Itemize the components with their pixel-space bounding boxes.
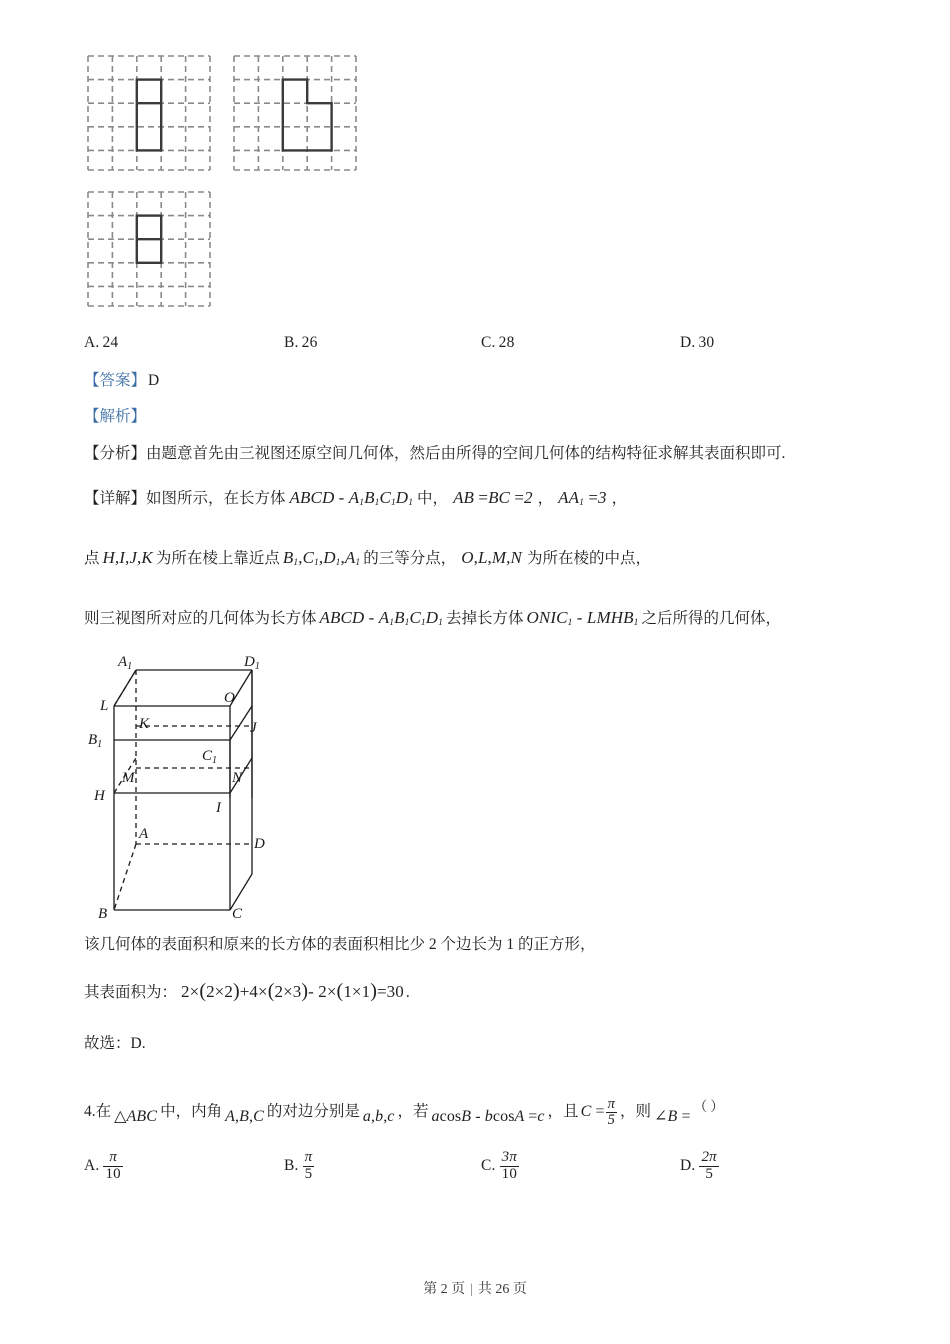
answer-tag: 【答案】: [84, 372, 147, 389]
q4-option-b-num: π: [304, 1149, 313, 1165]
detail-line5-text-b: .: [405, 984, 410, 1001]
question4-number: 4.: [84, 1103, 96, 1120]
label-B: B: [98, 906, 108, 920]
q4-option-a-num: π: [109, 1149, 118, 1165]
q4-option-d[interactable]: [680, 1150, 720, 1183]
solution-line: [84, 404, 146, 426]
solid-figure: [84, 648, 314, 920]
detail-line2-text-b: 为所在棱上靠近点: [155, 550, 280, 567]
label-B1: $B_1$: [88, 732, 103, 750]
q4-option-c-label: C.: [481, 1156, 496, 1174]
figure-top-view: [84, 188, 214, 310]
option-a[interactable]: [84, 334, 118, 352]
option-d-value: 30: [698, 334, 715, 351]
question-4: [84, 1095, 724, 1128]
label-K: K: [139, 716, 150, 732]
detail-line2-text-d: 为所在棱的中点，: [526, 550, 651, 567]
detail-line3-text-b: 去掉长方体: [446, 610, 524, 627]
answer-value: D: [148, 372, 160, 389]
question3-options: [84, 334, 874, 356]
question4-p4: ，若: [397, 1103, 429, 1120]
detail-line2-math-1: H,I,J,K: [102, 548, 153, 567]
question4-p5: ，且: [547, 1103, 579, 1120]
label-I: I: [216, 800, 221, 816]
question4-p2: 中，内角: [160, 1103, 223, 1120]
detail-line3-text-c: 之后所得的几何体，: [641, 610, 781, 627]
detail-line1-math-2: AB =BC =2: [453, 488, 533, 507]
detail-line1-text-c: ，: [537, 490, 554, 507]
detail-line5-text-a: 其表面积为：: [84, 984, 178, 1001]
q4-option-c[interactable]: [481, 1150, 520, 1183]
detail-line-3: [84, 606, 781, 628]
q4-option-a-label: A.: [84, 1156, 100, 1174]
label-L: L: [100, 698, 109, 714]
detail-line2-text-a: 点: [84, 550, 100, 567]
detail-line-2: [84, 546, 651, 568]
label-A: A: [139, 826, 149, 842]
detail-line3-math-2: $ONIC_1$ - $LMHB_1$: [526, 608, 639, 628]
question4-m3: a,b,c: [362, 1108, 395, 1125]
detail-line1-text-a: 如图所示，在长方体: [146, 490, 286, 507]
label-D: D: [254, 836, 265, 852]
detail-line2-text-c: 的三等分点，: [363, 550, 457, 567]
q4-option-d-num: 2π: [701, 1149, 717, 1165]
question4-m5: C = $\frac{\pi}{5}$: [580, 1095, 615, 1128]
label-J: J: [250, 720, 257, 736]
question4-m4: acosB - bcosA =c: [431, 1108, 545, 1125]
q4-option-b-den: 5: [303, 1166, 315, 1183]
q4-option-c-den: 10: [500, 1166, 519, 1183]
question4-m1: △ABC: [114, 1108, 158, 1125]
q4-option-b[interactable]: [284, 1150, 315, 1183]
answer-line: [84, 368, 159, 390]
detail-line2-math-3: O,L,M,N: [461, 548, 522, 567]
detail-line6-text: 故选：D.: [84, 1035, 146, 1052]
question4-m5-den: 5: [606, 1112, 617, 1128]
detail-line-6: [84, 1031, 146, 1053]
label-M: M: [122, 770, 135, 786]
label-C1: $C_1$: [202, 748, 218, 766]
question4-options: [84, 1150, 874, 1196]
question4-m2: A,B,C: [225, 1108, 264, 1125]
label-C: C: [232, 906, 243, 920]
detail-line1-text-b: 中，: [417, 490, 449, 507]
label-H: H: [94, 788, 105, 804]
detail-line-1: [84, 486, 627, 508]
three-view-figure-group: [84, 52, 384, 310]
label-A1: $A_1$: [118, 654, 133, 672]
question4-m6: ∠B =: [653, 1108, 691, 1125]
q4-option-a[interactable]: [84, 1150, 124, 1183]
label-O: O: [224, 690, 235, 706]
detail-line-4: [84, 932, 596, 954]
footer-separator: |: [470, 1282, 473, 1297]
detail-line3-math-1: ABCD - $A_1B_1C_1D_1$: [319, 608, 444, 628]
detail-line1-text-d: ，: [611, 490, 628, 507]
option-d-label: D.: [680, 334, 696, 351]
footer-total: 共 26 页: [477, 1282, 527, 1297]
option-b-label: B.: [284, 334, 299, 351]
solution-tag: 【解析】: [84, 408, 147, 425]
top-view-svg: [84, 188, 214, 310]
figure-side-view: [230, 52, 360, 174]
front-view-svg: [84, 52, 214, 174]
option-a-label: A.: [84, 334, 100, 351]
figure-front-view: [84, 52, 214, 174]
option-c[interactable]: [481, 334, 515, 352]
q4-option-b-label: B.: [284, 1156, 299, 1174]
q4-option-a-den: 10: [105, 1165, 121, 1182]
option-b[interactable]: [284, 334, 318, 352]
q4-option-d-label: D.: [680, 1156, 696, 1174]
detail-tag: 【详解】: [84, 490, 147, 507]
option-c-label: C.: [481, 334, 496, 351]
detail-line3-text-a: 则三视图所对应的几何体为长方体: [84, 610, 317, 627]
detail-line1-math-3: $AA_1 =3$: [558, 488, 607, 508]
question4-m5-num: π: [607, 1095, 615, 1112]
solid-figure-svg: [84, 648, 314, 920]
label-D1: $D_1$: [244, 654, 260, 672]
option-b-value: 26: [301, 334, 318, 351]
detail-line1-math-1: ABCD - $A_1B_1C_1D_1$: [289, 488, 414, 508]
option-c-value: 28: [498, 334, 515, 351]
detail-line4-text: 该几何体的表面积和原来的长方体的表面积相比少 2 个边长为 1 的正方形，: [84, 936, 596, 953]
label-N: N: [232, 770, 243, 786]
page-footer: [0, 1278, 950, 1298]
question4-p1: 在: [95, 1103, 112, 1120]
detail-line-5: [84, 980, 410, 1003]
option-d[interactable]: [680, 334, 714, 352]
footer-page: 第 2 页: [423, 1282, 466, 1297]
detail-line5-formula: 2×(2×2)+4×(2×3)- 2×(1×1)=30: [181, 980, 404, 1002]
q4-option-d-den: 5: [699, 1166, 718, 1183]
analysis-tag: 【分析】: [84, 445, 147, 462]
analysis-text: 由题意首先由三视图还原空间几何体，然后由所得的空间几何体的结构特征求解其表面积即可.: [146, 445, 786, 462]
option-a-value: 24: [102, 334, 119, 351]
question4-p6: ，则: [619, 1103, 651, 1120]
question4-p3: 的对边分别是: [266, 1103, 360, 1120]
analysis-line: [84, 441, 785, 463]
side-view-svg: [230, 52, 360, 174]
detail-line2-math-2: $B_1,C_1,D_1,A_1$: [282, 548, 361, 568]
question4-paren: （ ）: [693, 1099, 724, 1114]
q4-option-c-num: 3π: [501, 1149, 518, 1165]
